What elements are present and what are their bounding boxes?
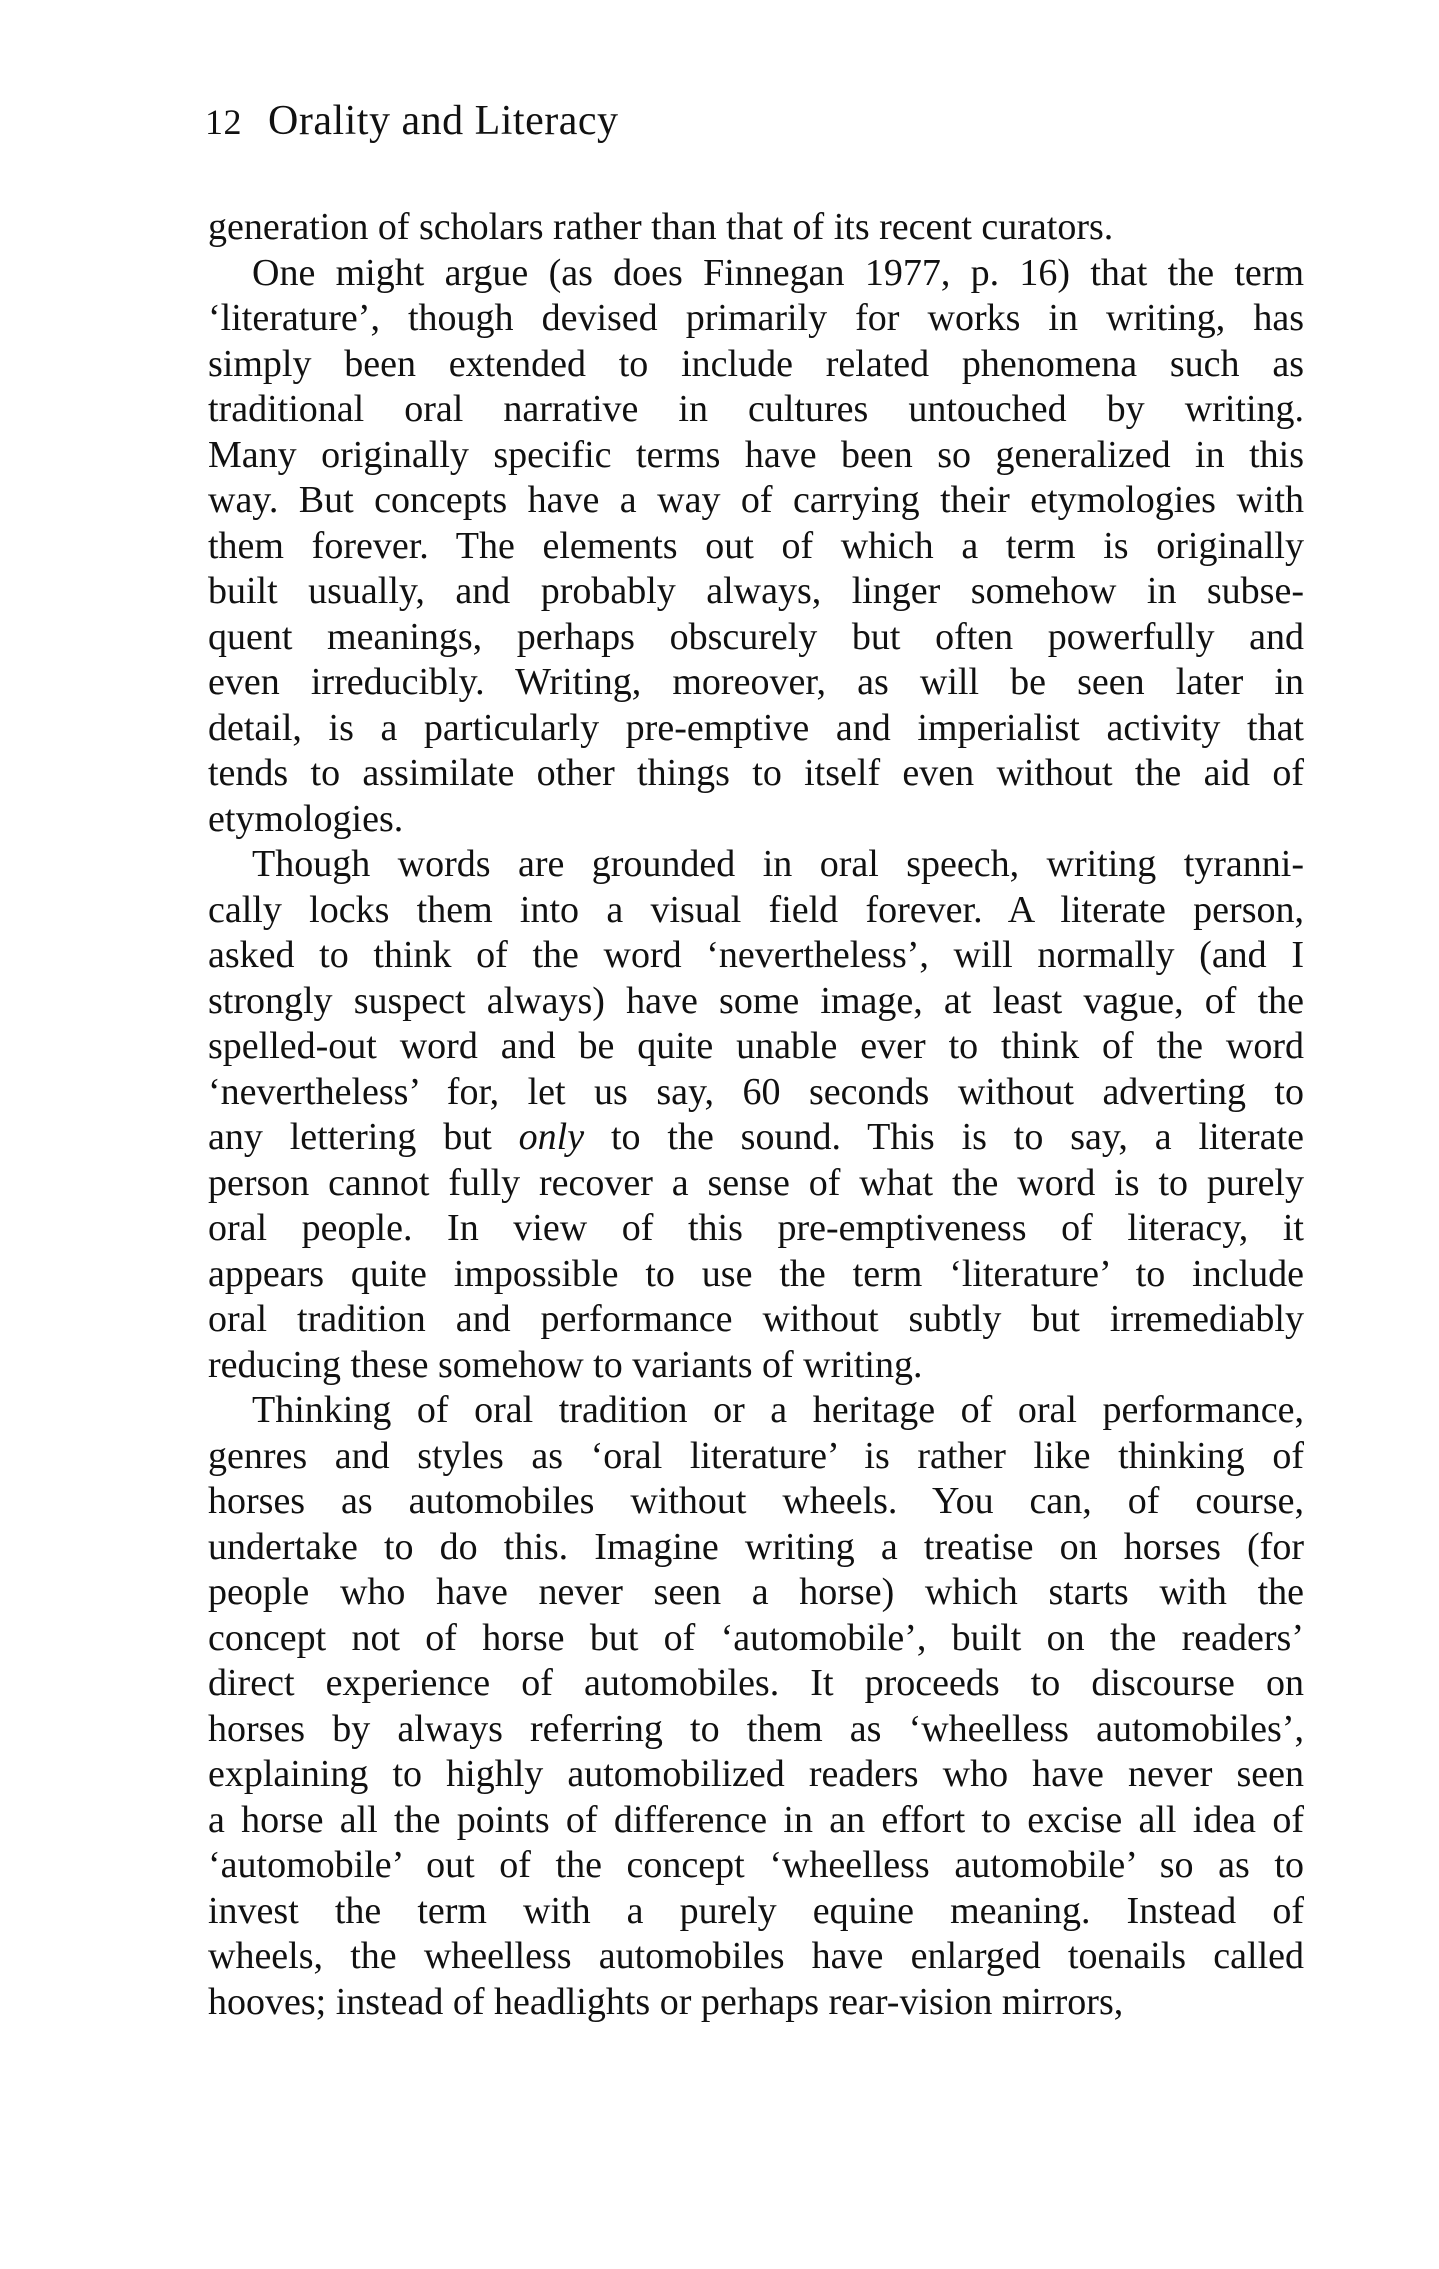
text-line: oral tradition and performance without subtly but irremediably xyxy=(208,1298,1304,1340)
text-line: even irreducibly. Writing, moreover, as will be seen later in xyxy=(208,661,1304,703)
paragraph-nevertheless xyxy=(208,842,1304,1388)
text-line: cally locks them into a visual field forever. A literate person, xyxy=(208,888,1304,931)
text-line: ‘literature’, though devised primarily for works in writing, has xyxy=(208,297,1304,339)
text-line: tends to assimilate other things to itself even without the aid of xyxy=(208,752,1304,794)
text-line: ‘automobile’ out of the concept ‘wheelless automobile’ so as to xyxy=(208,1844,1304,1886)
text-line: oral people. In view of this pre-emptiveness of literacy, it xyxy=(208,1207,1304,1249)
text-line: horses as automobiles without wheels. You can, of course, xyxy=(208,1480,1304,1522)
text-line: genres and styles as ‘oral literature’ is rather like thinking of xyxy=(208,1434,1304,1477)
text-line: person cannot fully recover a sense of what the word is to purely xyxy=(208,1161,1304,1204)
text-line: Though words are grounded in oral speech, writing tyranni- xyxy=(252,843,1304,885)
text-line: direct experience of automobiles. It proceeds to discourse on xyxy=(208,1662,1304,1704)
text-line: appears quite impossible to use the term ‘literature’ to include xyxy=(208,1252,1304,1295)
text-line: invest the term with a purely equine meaning. Instead of xyxy=(208,1889,1304,1932)
text-line: asked to think of the word ‘nevertheless’, will normally (and I xyxy=(208,934,1304,976)
running-head xyxy=(205,100,619,142)
text-line: Many originally specific terms have been so generalized in this xyxy=(208,433,1304,476)
text-line: ‘nevertheless’ for, let us say, 60 seconds without adverting to xyxy=(208,1070,1304,1113)
paragraph-horses xyxy=(208,1388,1304,2025)
text-line: explaining to highly automobilized readers who have never seen xyxy=(208,1753,1304,1795)
text-line: a horse all the points of difference in an effort to excise all idea of xyxy=(208,1798,1304,1841)
text-line: etymologies. xyxy=(208,797,404,840)
text-line: strongly suspect always) have some image, at least vague, of the xyxy=(208,979,1304,1022)
running-title: Orality and Literacy xyxy=(268,98,619,144)
text-line: traditional oral narrative in cultures untouched by writing. xyxy=(208,388,1304,430)
text-line: concept not of horse but of ‘automobile’, built on the readers’ xyxy=(208,1616,1304,1659)
text-line: wheels, the wheelless automobiles have enlarged toenails called xyxy=(208,1935,1304,1977)
paragraph-continuation xyxy=(208,205,1304,251)
text-line: quent meanings, perhaps obscurely but often powerfully and xyxy=(208,615,1304,658)
text-line: simply been extended to include related phenomena such as xyxy=(208,342,1304,385)
text-line: generation of scholars rather than that of its recent curators. xyxy=(208,206,1114,248)
text-line: undertake to do this. Imagine writing a treatise on horses (for xyxy=(208,1525,1304,1568)
paragraph-finnegan xyxy=(208,251,1304,843)
body-text xyxy=(208,205,1304,2025)
text-line: them forever. The elements out of which a term is originally xyxy=(208,524,1304,567)
page-number: 12 xyxy=(205,102,242,142)
text-line: hooves; instead of headlights or perhaps rear-vision mirrors, xyxy=(208,1980,1124,2023)
text-line: One might argue (as does Finnegan 1977, p. 16) that the term xyxy=(252,251,1304,294)
text-line: built usually, and probably always, linger somehow in subse- xyxy=(208,570,1304,612)
text-line: Thinking of oral tradition or a heritage of oral performance, xyxy=(252,1389,1304,1431)
text-line: horses by always referring to them as ‘wheelless automobiles’, xyxy=(208,1707,1304,1750)
text-line: detail, is a particularly pre-emptive and imperialist activity that xyxy=(208,706,1304,749)
text-line: spelled-out word and be quite unable ever to think of the word xyxy=(208,1025,1304,1067)
text-line: reducing these somehow to variants of writing. xyxy=(208,1343,923,1386)
text-line: any lettering but only to the sound. This is to say, a literate xyxy=(208,1116,1304,1158)
text-line: way. But concepts have a way of carrying their etymologies with xyxy=(208,479,1304,521)
text-line: people who have never seen a horse) which starts with the xyxy=(208,1571,1304,1613)
